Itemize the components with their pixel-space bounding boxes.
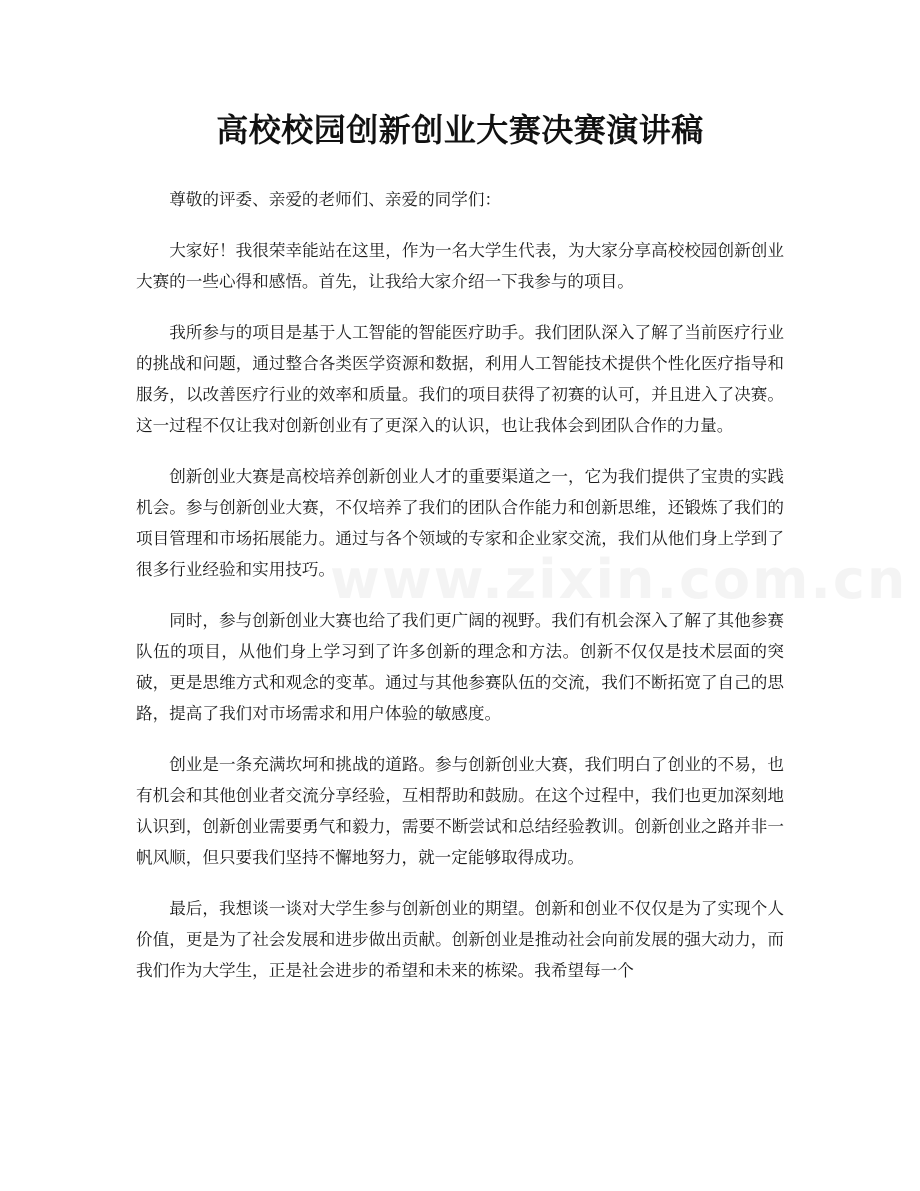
document-body bbox=[136, 184, 784, 1006]
paragraph-competition-value: 创新创业大赛是高校培养创新创业人才的重要渠道之一，它为我们提供了宝贵的实践机会。参与创新创业大赛，不仅培养了我们的团队合作能力和创新思维，还锻炼了我们的项目管理和市场拓展能力。通过与各个领域的专家和企业家交流，我们从他们身上学到了很多行业经验和实用技巧。 bbox=[136, 467, 784, 579]
paragraph-greeting: 大家好！我很荣幸能站在这里，作为一名大学生代表，为大家分享高校校园创新创业大赛的一些心得和感悟。首先，让我给大家介绍一下我参与的项目。 bbox=[136, 241, 784, 291]
paragraph-project: 我所参与的项目是基于人工智能的智能医疗助手。我们团队深入了解了当前医疗行业的挑战和问题，通过整合各类医学资源和数据，利用人工智能技术提供个性化医疗指导和服务，以改善医疗行业的效率和质量。我们的项目获得了初赛的认可，并且进入了决赛。这一过程不仅让我对创新创业有了更深入的认识，也让我体会到团队合作的力量。 bbox=[136, 323, 784, 435]
paragraph-expectations: 最后，我想谈一谈对大学生参与创新创业的期望。创新和创业不仅仅是为了实现个人价值，更是为了社会发展和进步做出贡献。创新创业是推动社会向前发展的强大动力，而我们作为大学生，正是社会进步的希望和未来的栋梁。我希望每一个 bbox=[136, 899, 784, 980]
paragraph-salutation: 尊敬的评委、亲爱的老师们、亲爱的同学们： bbox=[169, 190, 502, 209]
document-title: 高校校园创新创业大赛决赛演讲稿 bbox=[216, 111, 704, 149]
paragraph-entrepreneurship-challenges: 创业是一条充满坎坷和挑战的道路。参与创新创业大赛，我们明白了创业的不易，也有机会和其他创业者交流分享经验，互相帮助和鼓励。在这个过程中，我们也更加深刻地认识到，创新创业需要勇气和毅力，需要不断尝试和总结经验教训。创新创业之路并非一帆风顺，但只要我们坚持不懈地努力，就一定能够取得成功。 bbox=[136, 755, 784, 867]
paragraph-broader-vision: 同时，参与创新创业大赛也给了我们更广阔的视野。我们有机会深入了解了其他参赛队伍的项目，从他们身上学习到了许多创新的理念和方法。创新不仅仅是技术层面的突破，更是思维方式和观念的变革。通过与其他参赛队伍的交流，我们不断拓宽了自己的思路，提高了我们对市场需求和用户体验的敏感度。 bbox=[136, 611, 784, 723]
